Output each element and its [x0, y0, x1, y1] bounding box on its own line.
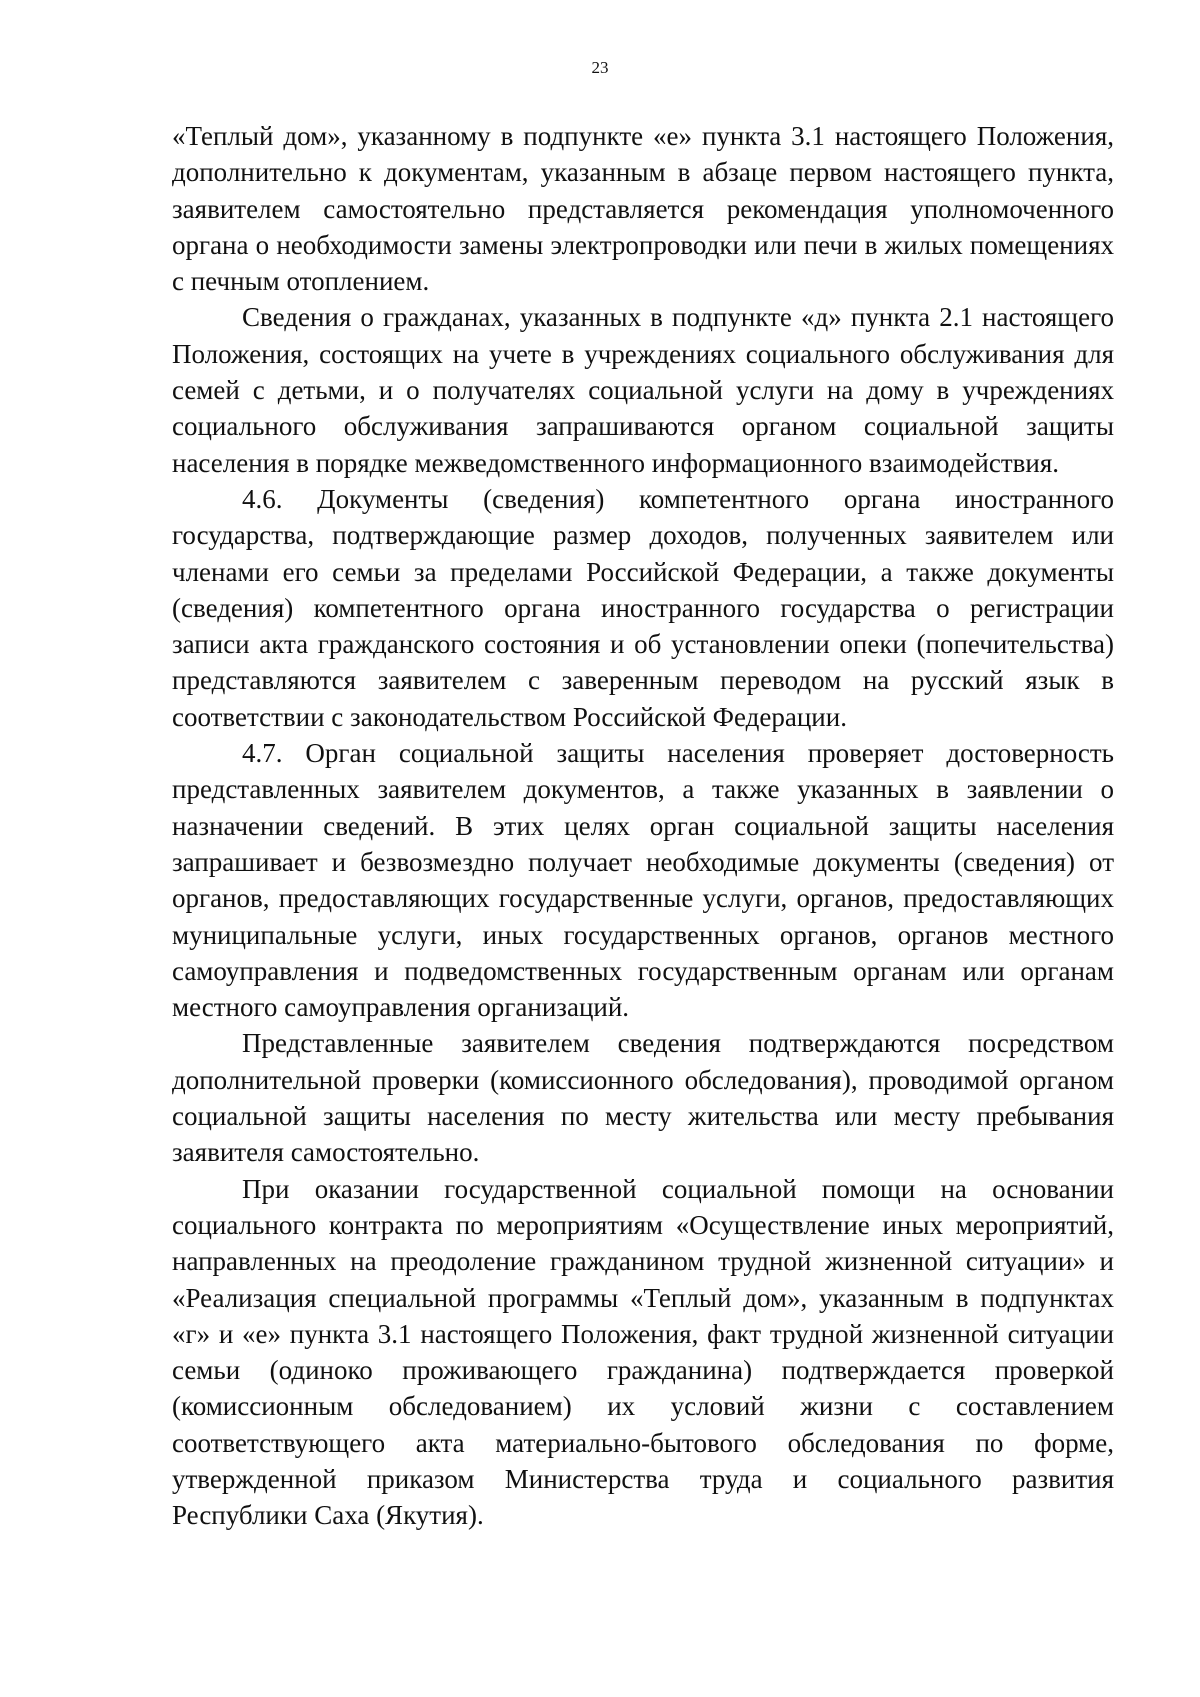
page-number: 23 [591, 58, 609, 77]
paragraph-citizens-info: Сведения о гражданах, указанных в подпункте «д» пункта 2.1 настоящего Положения, состоящих на учете в учреждениях социального обслуживания для семей с детьми, и о получателях социальной услуги на дому в учреждениях социального обслуживания запрашиваются органом социальной защиты населения в порядке межведомственного информационного взаимодействия. [172, 302, 1114, 478]
document-body [172, 118, 1114, 1534]
paragraph-4-7: 4.7. Орган социальной защиты населения проверяет достоверность представленных заявителем документов, а также указанных в заявлении о назначении сведений. В этих целях орган социальной защиты населения запрашивает и безвозмездно получает необходимые документы (сведения) от органов, предоставляющих государственные услуги, органов, предоставляющих муниципальные услуги, иных государственных органов, органов местного самоуправления и подведомственных государственным органам или органам местного самоуправления организаций. [172, 738, 1114, 1023]
paragraph-continuation: «Теплый дом», указанному в подпункте «е» пункта 3.1 настоящего Положения, дополнительно к документам, указанным в абзаце первом настоящего пункта, заявителем самостоятельно представляется рекомендация уполномоченного органа о необходимости замены электропроводки или печи в жилых помещениях с печным отоплением. [172, 121, 1114, 297]
paragraph-4-6: 4.6. Документы (сведения) компетентного органа иностранного государства, подтверждающие размер доходов, полученных заявителем или членами его семьи за пределами Российской Федерации, а также документы (сведения) компетентного органа иностранного государства о регистрации записи акта гражданского состояния и об установлении опеки (попечительства) представляются заявителем с заверенным переводом на русский язык в соответствии с законодательством Российской Федерации. [172, 483, 1114, 732]
paragraph-social-contract: При оказании государственной социальной помощи на основании социального контракта по мероприятиям «Осуществление иных мероприятий, направленных на преодоление гражданином трудной жизненной ситуации» и «Реализация специальной программы «Теплый дом», указанным в подпунктах «г» и «е» пункта 3.1 настоящего Положения, факт трудной жизненной ситуации семьи (одиноко проживающего гражданина) подтверждается проверкой (комиссионным обследованием) их условий жизни с составлением соответствующего акта материально-бытового обследования по форме, утвержденной приказом Министерства труда и социального развития Республики Саха (Якутия). [172, 1173, 1114, 1531]
paragraph-verification: Представленные заявителем сведения подтверждаются посредством дополнительной проверки (комиссионного обследования), проводимой органом социальной защиты населения по месту жительства или месту пребывания заявителя самостоятельно. [172, 1028, 1114, 1168]
